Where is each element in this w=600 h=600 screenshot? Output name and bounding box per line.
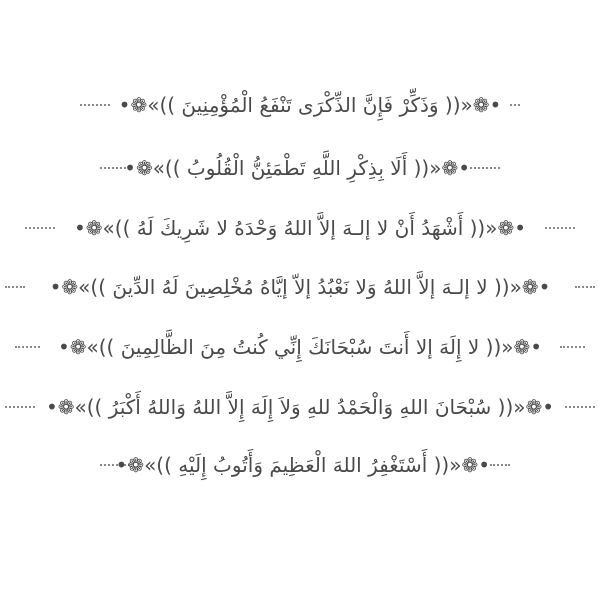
dotted-leader-right (575, 286, 595, 288)
dhikr-text: •❁«(( أَلَا بِذِكْرِ اللَّهِ تَطْمَئِنُّ الْقُلُوبُ ))»❁• (124, 156, 470, 180)
dotted-leader-right (565, 406, 595, 408)
dhikr-line-6 (0, 382, 600, 432)
dhikr-line-7 (0, 440, 600, 490)
dotted-leader-right (510, 104, 520, 106)
dhikr-line-2 (0, 143, 600, 193)
dhikr-line-4 (0, 262, 600, 312)
dotted-leader-left (25, 227, 55, 229)
dotted-leader-left (15, 346, 40, 348)
dhikr-text: •❁«(( لا إلـهَ إلاَّ اللهُ وَلا نَعْبُدُ إلاّ إيَّاهُ مُخْلِصِينَ لَهُ الدِّينَ ))»❁• (49, 275, 551, 299)
dotted-leader-left (5, 286, 25, 288)
dhikr-line-3 (0, 203, 600, 253)
dotted-leader-left (5, 406, 35, 408)
dotted-leader-left (80, 104, 110, 106)
dhikr-text: •❁«(( وَذَكِّرْ فَإِنَّ الذِّكْرَى تَنْفَعُ الْمُؤْمِنِينَ ))»❁• (118, 93, 502, 117)
dotted-leader-right (490, 464, 510, 466)
dhikr-text: •❁«(( أَسْتَغْفِرُ اللهَ الْعَظِيمَ وَأَتُوبُ إِلَيْهِ ))»❁• (115, 453, 490, 477)
dotted-leader-right (470, 167, 500, 169)
dhikr-text: •❁«(( أَشْهَدُ أَنْ لا إلـهَ إلاَّ اللهُ وَحْدَهُ لا شَرِيكَ لَهُ ))»❁• (73, 216, 527, 240)
dhikr-text: •❁«(( لا إِلَهَ إلا أَنتَ سُبْحَانَكَ إِنِّي كُنتُ مِنَ الظَّالِمِينَ ))»❁• (57, 335, 543, 359)
dhikr-line-1 (0, 80, 600, 130)
dotted-leader-right (560, 346, 585, 348)
dotted-leader-right (545, 227, 575, 229)
dhikr-line-5 (0, 322, 600, 372)
dhikr-text: •❁«(( سُبْحَانَ اللهِ وَالْحَمْدُ للهِ وَلاَ إِلَهَ إِلاَّ اللهُ وَاللهُ أَكْبَرُ ))»❁• (45, 395, 555, 419)
